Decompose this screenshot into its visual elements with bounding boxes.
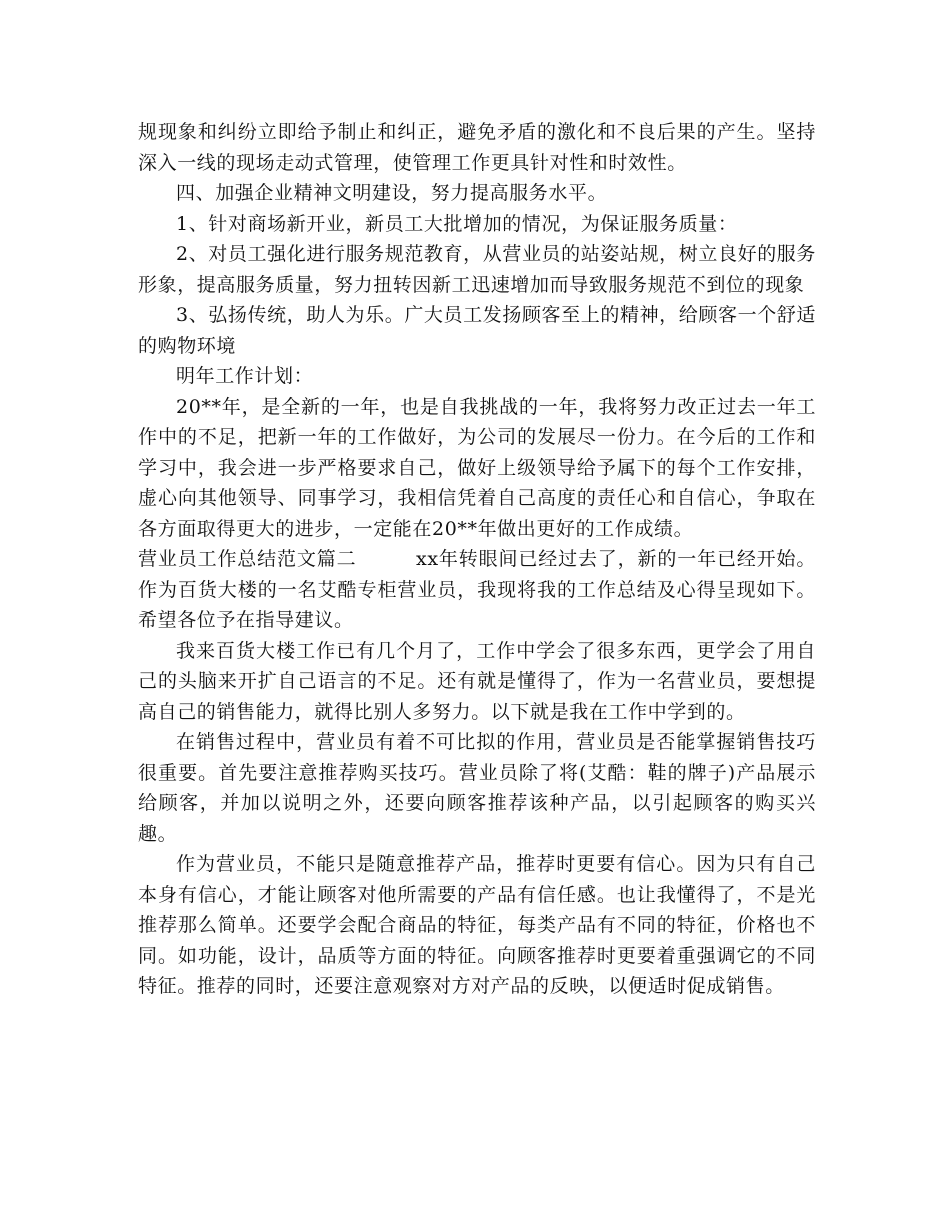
paragraph-2: 四、加强企业精神文明建设，努力提高服务水平。 (176, 182, 608, 204)
paragraph-11: 作为营业员，不能只是随意推荐产品，推荐时更要有信心。因为只有自己本身有信心，才能让顾客对他所需要的产品有信任感。也让我懂得了，不是光推荐那么简单。还要学会配合商品的特征，每类产品有不同的特征，价格也不同。如功能，设计，品质等方面的特征。向顾客推荐时更要着重强调它的不同特征。推荐的同时，还要注意观察对方对产品的反映，以便适时促成销售。 (138, 853, 816, 997)
document-body (138, 117, 816, 1002)
section-heading-paragraph: 营业员工作总结范文篇二 xx年转眼间已经过去了，新的一年已经开始。作为百货大楼的一名艾酷专柜营业员，我现将我的工作总结及心得呈现如下。希望各位予在指导建议。 (138, 548, 816, 631)
paragraph-4: 2、对员工强化进行服务规范教育，从营业员的站姿站规，树立良好的服务形象，提高服务质量，努力扭转因新工迅速增加而导致服务规范不到位的现象 (138, 243, 816, 296)
paragraph-6: 明年工作计划： (176, 365, 314, 387)
paragraph-10: 在销售过程中，营业员有着不可比拟的作用，营业员是否能掌握销售技巧很重要。首先要注意推荐购买技巧。营业员除了将(艾酷：鞋的牌子)产品展示给顾客，并加以说明之外，还要向顾客推荐该种产品，以引起顾客的购买兴趣。 (138, 731, 816, 845)
paragraph-7: 20**年，是全新的一年，也是自我挑战的一年，我将努力改正过去一年工作中的不足，把新一年的工作做好，为公司的发展尽一份力。在今后的工作和学习中，我会进一步严格要求自己，做好上级领导给予属下的每个工作安排，虚心向其他领导、同事学习，我相信凭着自己高度的责任心和自信心，争取在各方面取得更大的进步，一定能在20**年做出更好的工作成绩。 (138, 395, 816, 540)
paragraph-5: 3、弘扬传统，助人为乐。广大员工发扬顾客至上的精神，给顾客一个舒适的购物环境 (138, 304, 816, 357)
paragraph-3: 1、针对商场新开业，新员工大批增加的情况，为保证服务质量： (176, 212, 738, 235)
paragraph-1: 规现象和纠纷立即给予制止和纠正，避免矛盾的激化和不良后果的产生。坚持深入一线的现场走动式管理，使管理工作更具针对性和时效性。 (138, 121, 816, 174)
paragraph-9: 我来百货大楼工作已有几个月了，工作中学会了很多东西，更学会了用自己的头脑来开扩自己语言的不足。还有就是懂得了，作为一名营业员，要想提高自己的销售能力，就得比别人多努力。以下就是我在工作中学到的。 (138, 639, 816, 723)
